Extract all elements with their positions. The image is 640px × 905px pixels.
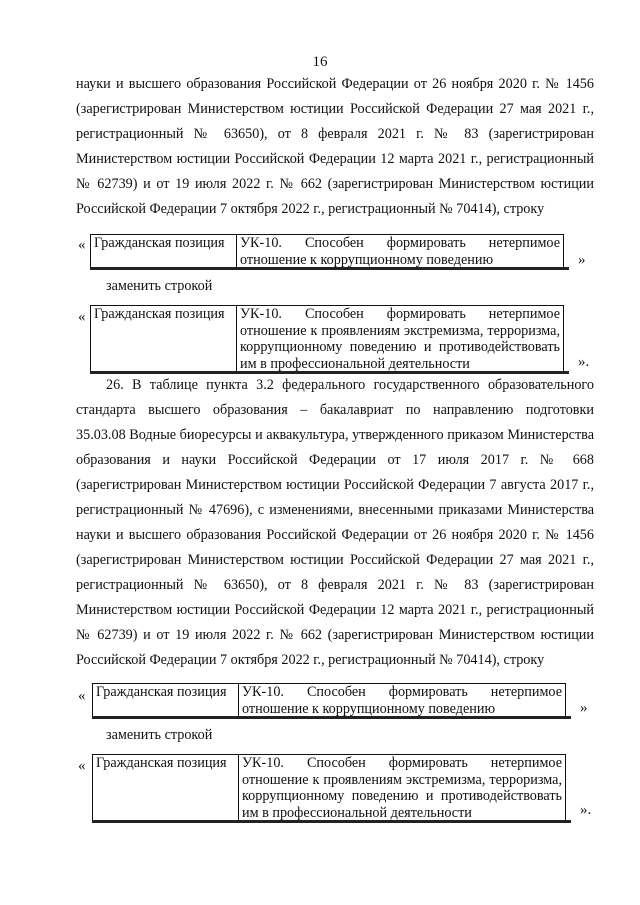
close-quote-dot: ». xyxy=(580,802,592,818)
table-shadow xyxy=(90,371,569,374)
paragraph-line: стандарта высшего образования – бакалавриат по направлению подготовки xyxy=(76,402,594,418)
paragraph-line: науки и высшего образования Российской Федерации от 26 ноября 2020 г. № 1456 xyxy=(76,527,594,543)
close-quote: » xyxy=(578,252,586,268)
paragraph-line: № 62739) и от 19 июля 2022 г. № 662 (зарегистрирован Министерством юстиции xyxy=(76,176,594,192)
paragraph-line: Министерством юстиции Российской Федерации 12 марта 2021 г., регистрационный xyxy=(76,602,594,618)
old-row-col2: УК-10. Способен формировать нетерпимое отношение к коррупционному поведению xyxy=(239,684,566,718)
table-shadow xyxy=(90,267,569,270)
table-shadow xyxy=(92,716,571,719)
paragraph-line: (зарегистрирован Министерством юстиции Российской Федерации 27 мая 2021 г., xyxy=(76,101,594,117)
new-row-col2: УК-10. Способен формировать нетерпимое отношение к проявлениям экстремизма, терроризма, коррупционному поведению и противодействовать им в профессиональной деятельности xyxy=(239,755,566,822)
paragraph-line: Российской Федерации 7 октября 2022 г., регистрационный № 70414), строку xyxy=(76,201,545,217)
old-row-table xyxy=(92,683,566,718)
paragraph-line: 35.03.08 Водные биоресурсы и аквакультура, утвержденного приказом Министерства xyxy=(76,427,594,443)
replace-label: заменить строкой xyxy=(106,278,213,294)
old-row-table xyxy=(90,234,564,269)
old-row-col1: Гражданская позиция xyxy=(91,235,237,269)
paragraph-line: образования и науки Российской Федерации от 17 июля 2017 г. № 668 xyxy=(76,452,594,468)
new-row-col2: УК-10. Способен формировать нетерпимое отношение к проявлениям экстремизма, терроризма, коррупционному поведению и противодействовать им в профессиональной деятельности xyxy=(237,306,564,373)
open-quote: « xyxy=(78,688,86,704)
paragraph-line: регистрационный № 47696), с изменениями, внесенными приказами Министерства xyxy=(76,502,594,518)
close-quote: » xyxy=(580,700,588,716)
paragraph-line: 26. В таблице пункта 3.2 федерального государственного образовательного xyxy=(106,377,594,393)
old-row-col2: УК-10. Способен формировать нетерпимое отношение к коррупционному поведению xyxy=(237,235,564,269)
new-row-table xyxy=(92,754,566,822)
table-shadow xyxy=(92,820,571,823)
new-row-table xyxy=(90,305,564,373)
new-row-col1: Гражданская позиция xyxy=(93,755,239,822)
old-row-col1: Гражданская позиция xyxy=(93,684,239,718)
paragraph-line: № 62739) и от 19 июля 2022 г. № 662 (зарегистрирован Министерством юстиции xyxy=(76,627,594,643)
paragraph-line: науки и высшего образования Российской Федерации от 26 ноября 2020 г. № 1456 xyxy=(76,76,594,92)
paragraph-line: Российской Федерации 7 октября 2022 г., регистрационный № 70414), строку xyxy=(76,652,545,668)
paragraph-line: регистрационный № 63650), от 8 февраля 2021 г. № 83 (зарегистрирован xyxy=(76,577,594,593)
page-number: 16 xyxy=(312,54,328,70)
open-quote: « xyxy=(78,758,86,774)
paragraph-line: (зарегистрирован Министерством юстиции Российской Федерации 27 мая 2021 г., xyxy=(76,552,594,568)
open-quote: « xyxy=(78,237,86,253)
new-row-col1: Гражданская позиция xyxy=(91,306,237,373)
replace-label: заменить строкой xyxy=(106,727,213,743)
open-quote: « xyxy=(78,309,86,325)
paragraph-line: Министерством юстиции Российской Федерации 12 марта 2021 г., регистрационный xyxy=(76,151,594,167)
close-quote-dot: ». xyxy=(578,354,590,370)
paragraph-line: (зарегистрирован Министерством юстиции Российской Федерации 7 августа 2017 г., xyxy=(76,477,594,493)
paragraph-line: регистрационный № 63650), от 8 февраля 2021 г. № 83 (зарегистрирован xyxy=(76,126,594,142)
